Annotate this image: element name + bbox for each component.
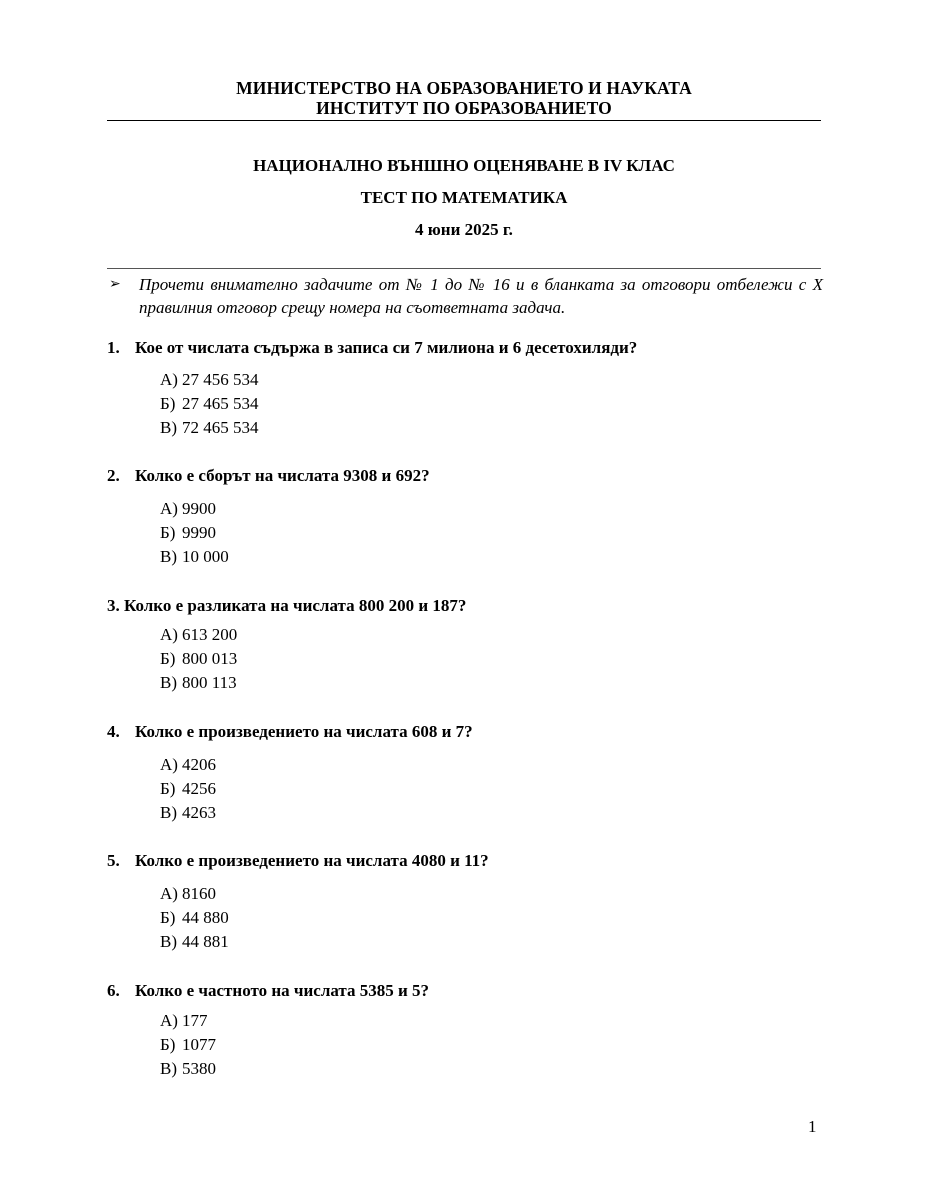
question-text: Колко е произведението на числата 4080 и 11?	[135, 851, 489, 870]
exam-title: НАЦИОНАЛНО ВЪНШНО ОЦЕНЯВАНЕ В IV КЛАС	[253, 156, 675, 175]
option-letter: Б)	[160, 908, 176, 927]
question-number: 1.	[107, 338, 120, 357]
option-value: 27 465 534	[182, 394, 259, 413]
option-letter: В)	[160, 673, 177, 692]
question-number: 4.	[107, 722, 120, 741]
option-letter: В)	[160, 547, 177, 566]
option-letter: В)	[160, 1059, 177, 1078]
option-value: 800 013	[182, 649, 238, 668]
ministry-name: МИНИСТЕРСТВО НА ОБРАЗОВАНИЕТО И НАУКАТА	[236, 78, 692, 98]
instruction-text: Прочети внимателно задачите от № 1 до № 16 и в бланката за отговори отбележи с X правилния отговор срещу номера на съответната задача.	[139, 275, 823, 317]
option-letter: А)	[160, 499, 178, 518]
option-letter: А)	[160, 755, 178, 774]
option-value: 4206	[182, 755, 216, 774]
institute-name: ИНСТИТУТ ПО ОБРАЗОВАНИЕТО	[316, 98, 612, 118]
option-letter: В)	[160, 803, 177, 822]
option-value: 8160	[182, 884, 216, 903]
option-letter: Б)	[160, 523, 176, 542]
option-value: 4256	[182, 779, 216, 798]
page-number: 1	[808, 1117, 817, 1136]
option-letter: Б)	[160, 394, 176, 413]
option-letter: А)	[160, 884, 178, 903]
option-letter: В)	[160, 932, 177, 951]
document-header	[107, 78, 821, 118]
option-value: 27 456 534	[182, 370, 259, 389]
option-value: 44 880	[182, 908, 229, 927]
option-letter: Б)	[160, 649, 176, 668]
option-value: 4263	[182, 803, 216, 822]
option-letter: Б)	[160, 779, 176, 798]
option-value: 1077	[182, 1035, 216, 1054]
option-value: 800 113	[182, 673, 237, 692]
arrow-bullet-icon: ➢	[109, 277, 121, 292]
instruction-divider	[107, 268, 821, 269]
option-value: 9990	[182, 523, 216, 542]
option-letter: В)	[160, 418, 177, 437]
option-letter: Б)	[160, 1035, 176, 1054]
option-value: 9900	[182, 499, 216, 518]
question-number: 5.	[107, 851, 120, 870]
option-value: 44 881	[182, 932, 229, 951]
header-divider	[107, 120, 821, 121]
exam-date: 4 юни 2025 г.	[415, 220, 513, 239]
option-value: 177	[182, 1011, 208, 1030]
question-text: Кое от числата съдържа в записа си 7 милиона и 6 десетохиляди?	[135, 338, 638, 357]
option-letter: А)	[160, 625, 178, 644]
option-letter: А)	[160, 370, 178, 389]
question-number: 6.	[107, 981, 120, 1000]
question-number: 2.	[107, 466, 120, 485]
option-value: 613 200	[182, 625, 238, 644]
question-text: Колко е сборът на числата 9308 и 692?	[135, 466, 430, 485]
option-value: 5380	[182, 1059, 216, 1078]
question-text: Колко е произведението на числата 608 и 7?	[135, 722, 473, 741]
exam-subject: ТЕСТ ПО МАТЕМАТИКА	[360, 188, 568, 207]
option-value: 10 000	[182, 547, 229, 566]
option-value: 72 465 534	[182, 418, 259, 437]
question-text: 3. Колко е разликата на числата 800 200 и 187?	[107, 596, 467, 615]
option-letter: А)	[160, 1011, 178, 1030]
question-text: Колко е частното на числата 5385 и 5?	[135, 981, 430, 1000]
